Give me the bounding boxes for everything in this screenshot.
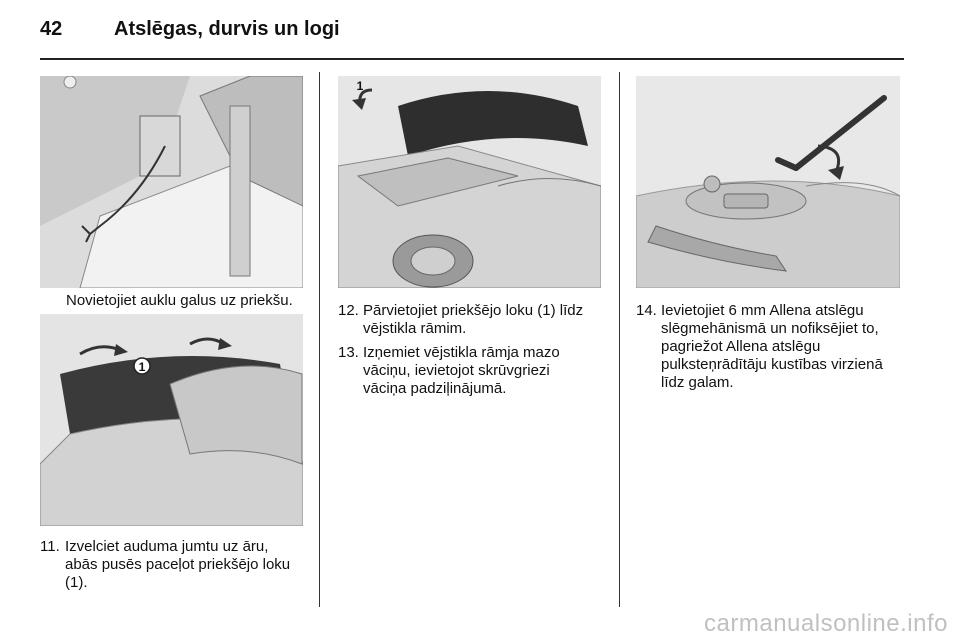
step-line: pulksteņrādītāju kustības virzienā [661,356,883,373]
step-13 [338,344,608,400]
step-number: 13. [338,344,359,361]
step-line: līdz galam. [661,374,734,391]
step-number: 14. [636,302,657,319]
step-line: Ievietojiet 6 mm Allena atslēgu [661,302,864,319]
roof-cords-illustration [40,76,303,288]
step-line: Izvelciet auduma jumtu uz āru, [65,538,269,555]
allen-key-illustration [636,76,900,288]
figure-roof-cords [40,76,303,288]
step-line: vāciņa padziļinājumā. [363,380,507,397]
header-divider [40,58,904,60]
column-divider-right [619,72,620,607]
step-number: 12. [338,302,359,319]
watermark: carmanualsonline.info [704,610,948,637]
step-line: abās pusēs paceļot priekšējo loku [65,556,291,573]
step-line: vējstikla rāmim. [363,320,467,337]
page-header [40,16,904,52]
step-line: vāciņu, ievietojot skrūvgriezi [363,362,550,379]
step-11 [40,538,310,598]
step-line: pagriežot Allena atslēgu [661,338,821,355]
callout-1-fig2: 1 [138,360,146,374]
figure-caption: Novietojiet auklu galus uz priekšu. [66,292,293,309]
column-divider-left [319,72,320,607]
page-title: Atslēgas, durvis un logi [114,18,340,40]
page-number: 42 [40,18,63,40]
step-text [65,538,290,592]
step-14 [636,302,904,394]
step-line: Pārvietojiet priekšējo loku (1) līdz [363,302,584,319]
step-12 [338,302,608,338]
step-line: (1). [65,574,88,591]
raise-front-bow-illustration [40,314,303,526]
step-text [363,302,583,338]
step-line: Izņemiet vējstikla rāmja mazo [363,344,560,361]
convertible-roof-illustration [338,76,601,288]
step-text [661,302,883,392]
step-text [363,344,560,398]
figure-allen-key [636,76,900,288]
step-number: 11. [40,538,60,555]
figure-raise-front-bow [40,314,303,526]
step-line: slēgmehānismā un nofiksējiet to, [661,320,879,337]
callout-1-fig3: 1 [356,79,364,93]
figure-convertible-roof [338,76,601,288]
